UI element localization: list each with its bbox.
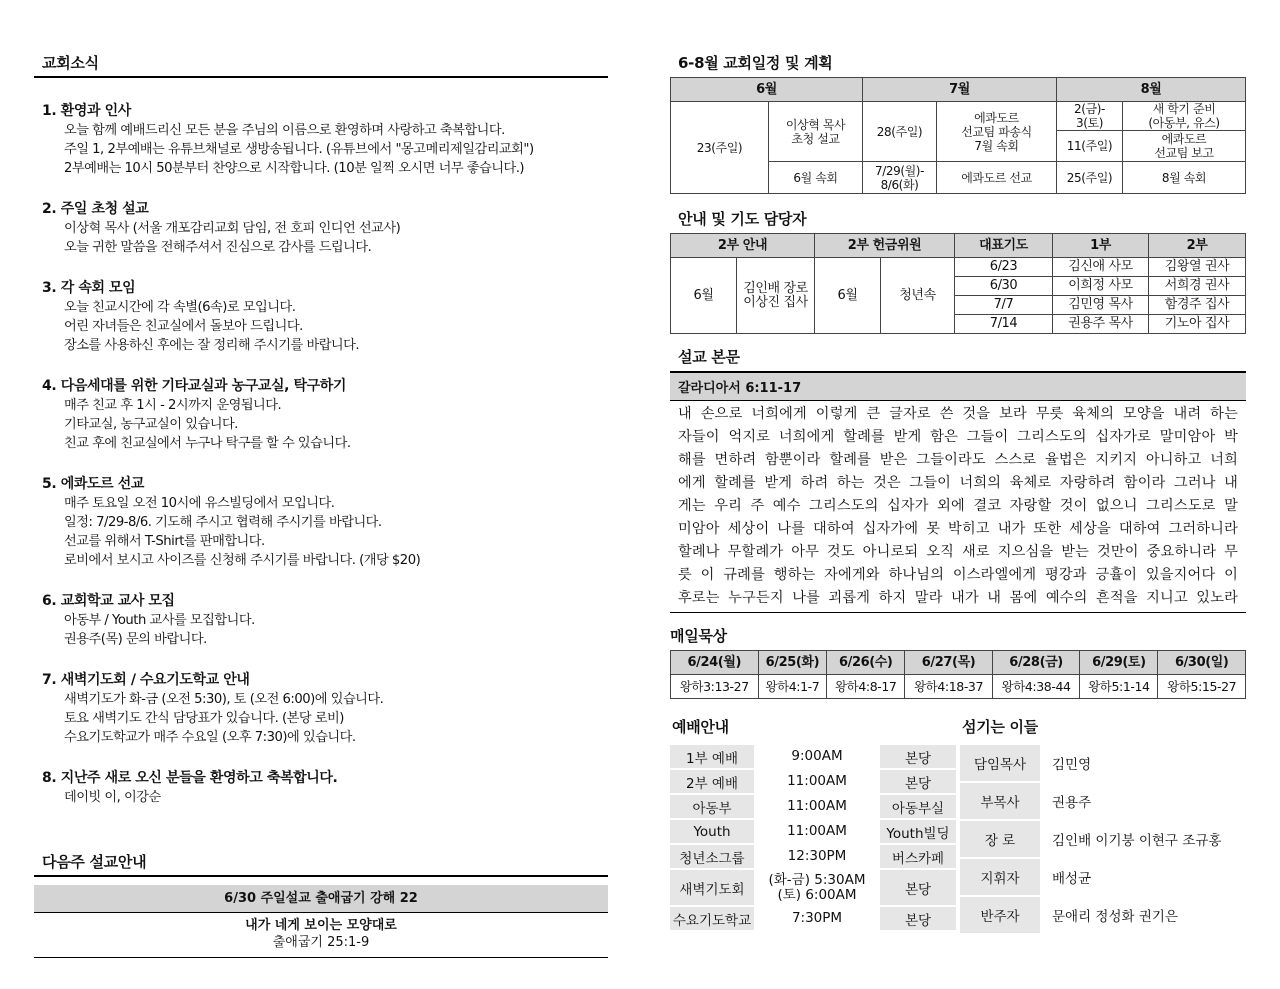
worship-name: 2부 예배	[685, 775, 738, 792]
worship-place: 아동부실	[891, 800, 945, 817]
prayer-first: 이희정 사모	[1053, 277, 1149, 296]
worship-place: 버스카페	[891, 850, 945, 867]
news-item	[34, 279, 608, 355]
news-item	[34, 475, 608, 570]
news-item-line: 이상혁 목사 (서울 개포감리교회 담임, 전 호피 인디언 선교사)	[64, 221, 401, 236]
month-july: 7월	[863, 78, 1057, 102]
schedule-july-event: 에콰도르 선교팀 파송식 7월 속회	[937, 102, 1057, 162]
news-item	[34, 769, 608, 807]
prayer-first: 김민영 목사	[1053, 296, 1149, 315]
news-item-line: 로비에서 보시고 사이즈를 신청해 주시기를 바랍니다. (개당 $20)	[64, 553, 421, 568]
schedule-july-event: 에콰도르 선교	[937, 162, 1057, 194]
schedule-june-event: 6월 속회	[769, 162, 863, 194]
schedule-title: 6-8월 교회일정 및 계획	[678, 54, 833, 72]
news-item-title: 1. 환영과 인사	[42, 103, 131, 119]
worship-title: 예배안내	[672, 718, 729, 736]
sermon-line: 미암아 세상이 나를 대하여 십자가에 못 박히고 내가 또한 세상을 대하여 그러하니라	[678, 521, 1238, 537]
schedule-august-event: 새 학기 준비 (아동부, 유스)	[1123, 102, 1246, 131]
worship-time: 11:00AM	[754, 820, 880, 843]
daily-table	[670, 650, 1246, 699]
prayer-second: 김왕열 권사	[1149, 258, 1246, 277]
daily-reading: 왕하4:18-37	[905, 675, 993, 699]
worship-place: 본당	[904, 775, 932, 792]
sermon-text	[670, 401, 1246, 613]
servant-row	[960, 859, 1244, 897]
prayer-first: 권용주 목사	[1053, 315, 1149, 334]
guide-header: 2부 안내	[671, 234, 815, 258]
sermon-reference: 갈라디아서 6:11-17	[670, 373, 1246, 401]
servant-names: 배성균	[1052, 871, 1092, 887]
servant-names: 김인배 이기붕 이현구 조규홍	[1052, 833, 1222, 849]
prayer-date: 6/30	[955, 277, 1053, 296]
sermon-line: 게는 우리 주 예수 그리스도의 십자가 외에 결코 자랑할 것이 없으니 그리스도로 말	[678, 498, 1238, 514]
daily-day: 6/27(목)	[905, 651, 993, 675]
news-item	[34, 377, 608, 453]
news-item-line: 일정: 7/29-8/6. 기도해 주시고 협력해 주시기를 바랍니다.	[64, 515, 382, 530]
usher-month: 6월	[671, 258, 737, 334]
schedule-august-event: 8월 속회	[1123, 162, 1246, 194]
daily-reading: 왕하5:15-27	[1158, 675, 1246, 699]
news-item	[34, 671, 608, 747]
next-sermon-subject: 내가 네게 보이는 모양대로	[245, 918, 397, 933]
worship-name: 청년소그룹	[679, 850, 745, 867]
worship-place: 본당	[904, 881, 932, 898]
guide-header: 2부	[1149, 234, 1246, 258]
news-item-line: 수요기도학교가 매주 수요일 (오후 7:30)에 있습니다.	[64, 730, 356, 745]
guide-title: 안내 및 기도 담당자	[678, 210, 807, 228]
daily-day: 6/26(수)	[827, 651, 905, 675]
prayer-date: 7/14	[955, 315, 1053, 334]
worship-row	[670, 845, 956, 870]
worship-row	[670, 820, 956, 845]
worship-row	[670, 795, 956, 820]
daily-reading: 왕하5:1-14	[1080, 675, 1158, 699]
servant-row	[960, 745, 1244, 783]
worship-row	[670, 907, 956, 932]
servant-role: 지휘자	[960, 859, 1040, 895]
sermon-line: 에게 할례를 받게 하려 하는 것은 그들이 너희의 육체로 자랑하려 함이라 그러나 내	[678, 475, 1238, 491]
news-item-title: 5. 에콰도르 선교	[42, 476, 144, 492]
sermon-line: 후로는 누구든지 나를 괴롭게 하지 말라 내가 내 몸에 예수의 흔적을 지니고 있노라	[678, 590, 1238, 606]
news-item-line: 권용주(목) 문의 바랍니다.	[64, 632, 207, 647]
schedule-august-date: 25(주일)	[1057, 162, 1123, 194]
guide-header: 2부 헌금위원	[815, 234, 955, 258]
schedule-august-date: 11(주일)	[1057, 131, 1123, 162]
guide-header: 대표기도	[955, 234, 1053, 258]
worship-name: 아동부	[692, 800, 732, 817]
daily-reading: 왕하4:8-17	[827, 675, 905, 699]
sermon-line: 할례나 무할례가 아무 것도 아니로되 오직 새로 지으심을 받는 것만이 중요하니라 무	[678, 544, 1238, 560]
worship-row	[670, 870, 956, 907]
schedule-july-date: 28(주일)	[863, 102, 937, 162]
news-item-line: 매주 친교 후 1시 - 2시까지 운영됩니다.	[64, 398, 282, 413]
news-item	[34, 592, 608, 649]
worship-table	[670, 745, 956, 932]
news-item-title: 3. 각 속회 모임	[42, 280, 136, 296]
sermon-line: 자들이 억지로 너희에게 할례를 받게 함은 그들이 그리스도의 십자가로 말미암아 박	[678, 429, 1238, 445]
daily-day: 6/25(화)	[758, 651, 827, 675]
news-item-line: 데이빗 이, 이강순	[64, 790, 161, 805]
next-sermon-body	[34, 913, 608, 957]
servant-role: 장 로	[960, 821, 1040, 857]
news-item-title: 8. 지난주 새로 오신 분들을 환영하고 축복합니다.	[42, 770, 338, 786]
worship-place: 본당	[904, 912, 932, 929]
news-item-line: 어린 자녀들은 친교실에서 돌보아 드립니다.	[64, 319, 303, 334]
news-item-title: 7. 새벽기도회 / 수요기도학교 안내	[42, 672, 250, 688]
sermon-title: 설교 본문	[670, 346, 1246, 373]
servant-names: 김민영	[1052, 757, 1092, 773]
offering-month: 6월	[815, 258, 881, 334]
news-item	[34, 200, 608, 257]
next-sermon-verse: 출애굽기 25:1-9	[272, 935, 370, 950]
schedule-june-event: 이상혁 목사 초청 설교	[769, 102, 863, 162]
worship-row	[670, 770, 956, 795]
daily-reading: 왕하4:1-7	[758, 675, 827, 699]
daily-day: 6/24(월)	[671, 651, 759, 675]
news-item-title: 4. 다음세대를 위한 기타교실과 농구교실, 탁구하기	[42, 378, 347, 394]
prayer-first: 김신애 사모	[1053, 258, 1149, 277]
worship-place: 본당	[904, 750, 932, 767]
daily-reading: 왕하4:38-44	[992, 675, 1080, 699]
news-item	[34, 102, 608, 178]
schedule-june-date: 23(주일)	[671, 102, 769, 194]
news-item-line: 토요 새벽기도 간식 담당표가 있습니다. (본당 로비)	[64, 711, 344, 726]
servant-row	[960, 897, 1244, 935]
guide-table	[670, 233, 1246, 334]
news-item-line: 장소를 사용하신 후에는 잘 정리해 주시기를 바랍니다.	[64, 338, 360, 353]
news-item-line: 오늘 친교시간에 각 속별(6속)로 모입니다.	[64, 300, 296, 315]
daily-day: 6/30(일)	[1158, 651, 1246, 675]
news-item-title: 6. 교회학교 교사 모집	[42, 593, 175, 609]
prayer-date: 7/7	[955, 296, 1053, 315]
sermon-line: 릇 이 규례를 행하는 자에게와 하나님의 이스라엘에게 평강과 긍휼이 있을지어다 이	[678, 567, 1238, 583]
worship-time: 7:30PM	[754, 907, 880, 930]
news-item-line: 선교를 위해서 T-Shirt를 판매합니다.	[64, 534, 265, 549]
prayer-date: 6/23	[955, 258, 1053, 277]
news-item-line: 매주 토요일 오전 10시에 유스빌딩에서 모입니다.	[64, 496, 335, 511]
news-item-title: 2. 주일 초청 설교	[42, 201, 149, 217]
servants-table	[960, 745, 1244, 935]
servant-role: 부목사	[960, 783, 1040, 819]
offering-team: 청년속	[881, 258, 955, 334]
sermon-line: 해를 면하려 함뿐이라 할례를 받은 그들이라도 스스로 율법은 지키지 아니하고 너희	[678, 452, 1238, 468]
next-sermon-box	[34, 885, 608, 958]
left-column	[34, 52, 608, 958]
daily-day: 6/29(토)	[1080, 651, 1158, 675]
servant-role: 반주자	[960, 897, 1040, 933]
worship-name: 새벽기도회	[679, 881, 745, 898]
servant-row	[960, 821, 1244, 859]
news-item-line: 기타교실, 농구교실이 있습니다.	[64, 417, 238, 432]
worship-section	[670, 716, 956, 932]
daily-title: 매일묵상	[670, 627, 727, 645]
news-section-title: 교회소식	[34, 52, 608, 78]
news-item-line: 친교 후에 친교실에서 누구나 탁구를 할 수 있습니다.	[64, 436, 351, 451]
worship-name: Youth	[693, 823, 731, 840]
month-august: 8월	[1057, 78, 1246, 102]
ushers: 김인배 장로 이상진 집사	[737, 258, 815, 334]
schedule-july-date: 7/29(월)- 8/6(화)	[863, 162, 937, 194]
prayer-second: 서희경 권사	[1149, 277, 1246, 296]
news-item-line: 아동부 / Youth 교사를 모집합니다.	[64, 613, 255, 628]
news-list	[34, 102, 608, 807]
worship-time: 9:00AM	[754, 745, 880, 768]
news-item-line: 오늘 귀한 말씀을 전해주셔서 진심으로 감사를 드립니다.	[64, 240, 372, 255]
guide-header: 1부	[1053, 234, 1149, 258]
daily-reading: 왕하3:13-27	[671, 675, 759, 699]
worship-row	[670, 745, 956, 770]
news-item-line: 오늘 함께 예배드리신 모든 분을 주님의 이름으로 환영하며 사랑하고 축복합니다.	[64, 123, 505, 138]
news-item-line: 2부예배는 10시 50분부터 찬양으로 시작합니다. (10분 일찍 오시면 너무 좋습니다.)	[64, 161, 525, 176]
worship-time: 11:00AM	[754, 795, 880, 818]
servant-names: 문애리 정성화 권기은	[1052, 909, 1178, 925]
schedule-table	[670, 77, 1246, 194]
worship-time: 12:30PM	[754, 845, 880, 868]
next-sermon-title: 다음주 설교안내	[34, 851, 608, 877]
news-item-line: 주일 1, 2부예배는 유튜브채널로 생방송됩니다. (유튜브에서 "몽고메리제일감리교회")	[64, 142, 534, 157]
prayer-second: 함경주 집사	[1149, 296, 1246, 315]
next-sermon-header: 6/30 주일설교 출애굽기 강해 22	[34, 885, 608, 913]
schedule-august-date: 2(금)- 3(토)	[1057, 102, 1123, 131]
worship-place: Youth빌딩	[886, 825, 950, 842]
worship-time: (화-금) 5:30AM (토) 6:00AM	[754, 870, 880, 905]
servant-role: 담임목사	[960, 745, 1040, 781]
servant-names: 권용주	[1052, 795, 1092, 811]
worship-name: 1부 예배	[685, 750, 738, 767]
worship-name: 수요기도학교	[672, 912, 752, 929]
right-column	[670, 52, 1246, 699]
daily-day: 6/28(금)	[992, 651, 1080, 675]
servants-section	[960, 716, 1244, 935]
prayer-second: 기노아 집사	[1149, 315, 1246, 334]
servant-row	[960, 783, 1244, 821]
sermon-line: 내 손으로 너희에게 이렇게 큰 글자로 쓴 것을 보라 무릇 육체의 모양을 내려 하는	[678, 406, 1238, 422]
news-item-line: 새벽기도가 화-금 (오전 5:30), 토 (오전 6:00)에 있습니다.	[64, 692, 384, 707]
servants-title: 섬기는 이들	[962, 718, 1038, 736]
schedule-august-event: 에콰도르 선교팀 보고	[1123, 131, 1246, 162]
month-june: 6월	[671, 78, 863, 102]
worship-time: 11:00AM	[754, 770, 880, 793]
